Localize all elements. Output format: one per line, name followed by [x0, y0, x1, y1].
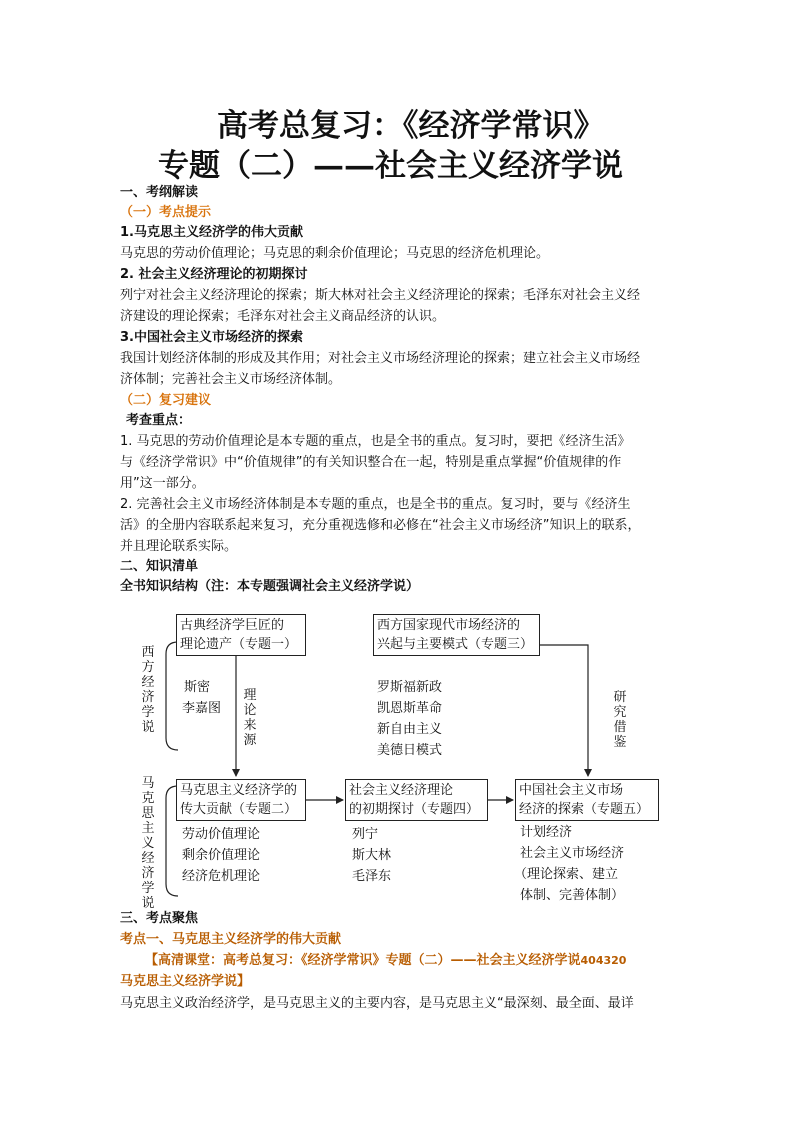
box-marxist-contribution [176, 779, 306, 821]
text-socialist-market: 社会主义市场经济 [520, 846, 625, 861]
box-socialist-theory [345, 779, 488, 821]
text-mode: 美德日模式 [377, 743, 443, 758]
paragraph-marxist-economics: 马克思主义政治经济学，是马克思主义的主要内容，是马克思主义“最深刻、最全面、最详 [120, 996, 634, 1011]
item-3-text-line-2: 济体制；完善社会主义市场经济体制。 [120, 372, 342, 387]
box-western-market [373, 614, 540, 656]
text-mao: 毛泽东 [352, 869, 392, 884]
label-theory-source: 理论来源 [243, 688, 257, 748]
text-paren-line-2: 体制、完善体制） [520, 888, 625, 903]
item-1-text: 马克思的劳动价值理论；马克思的剩余价值理论；马克思的经济危机理论。 [120, 246, 550, 261]
box-western-line-1: 西方国家现代市场经济的 [377, 618, 521, 633]
focus-2-line-2: 活》的全册内容联系起来复习，充分重视选修和必修在“社会主义市场经济”知识上的联系， [120, 518, 641, 533]
arrow-research-reference [540, 645, 588, 776]
text-ricardo: 李嘉图 [182, 701, 222, 716]
subsection-exam-points: （一）考点提示 [120, 205, 212, 220]
title-line-2: 专题（二）——社会主义经济学说 [158, 148, 623, 184]
label-western-economics: 西方经济学说 [141, 645, 155, 735]
item-2-title: 2. 社会主义经济理论的初期探讨 [120, 267, 308, 282]
focus-1-line-2: 与《经济学常识》中“价值规律”的有关知识整合在一起，特别是重点掌握“价值规律的作 [120, 455, 622, 470]
section-1-heading: 一、考纲解读 [120, 185, 199, 200]
text-paren-line-1: （理论探索、建立 [514, 867, 619, 882]
class-reference-text: 【高清课堂：高考总复习：《经济学常识》专题（二）——社会主义经济学说 [145, 953, 581, 968]
text-neoliberal: 新自由主义 [377, 722, 443, 737]
box-western-line-2: 兴起与主要模式（专题三） [377, 637, 534, 652]
class-reference-line-2: 马克思主义经济学说】 [120, 974, 251, 989]
text-labor-value: 劳动价值理论 [182, 827, 261, 842]
text-keynes: 凯恩斯革命 [377, 701, 443, 716]
item-3-text-line-1: 我国计划经济体制的形成及其作用；对社会主义市场经济理论的探索；建立社会主义市场经 [120, 351, 641, 366]
focus-label: 考查重点： [126, 413, 192, 428]
item-3-title: 3.中国社会主义市场经济的探索 [120, 330, 303, 345]
point-1-heading: 考点一、马克思主义经济学的伟大贡献 [120, 932, 342, 947]
structure-label: 全书知识结构（注：本专题强调社会主义经济学说） [120, 579, 420, 594]
bracket-western [166, 642, 178, 750]
text-stalin: 斯大林 [352, 848, 392, 863]
title-line-1: 高考总复习：《经济学常识》 [217, 108, 605, 144]
box-classic-economics [176, 614, 306, 656]
box-classic-line-1: 古典经济学巨匠的 [180, 618, 285, 633]
text-surplus-value: 剩余价值理论 [182, 848, 261, 863]
focus-1-line-3: 用”这一部分。 [120, 476, 205, 491]
class-reference-line-1 [145, 950, 626, 971]
box-china-line-1: 中国社会主义市场 [519, 783, 624, 798]
box-china-market [515, 779, 659, 821]
label-research-reference: 研究借鉴 [613, 690, 627, 750]
text-roosevelt: 罗斯福新政 [377, 680, 443, 695]
section-2-heading: 二、知识清单 [120, 559, 199, 574]
focus-2-line-1: 2. 完善社会主义市场经济体制是本专题的重点，也是全书的重点。复习时，要与《经济生 [120, 497, 631, 512]
box-marx-line-1: 马克思主义经济学的 [180, 783, 298, 798]
item-2-text-line-1: 列宁对社会主义经济理论的探索；斯大林对社会主义经济理论的探索；毛泽东对社会主义经 [120, 288, 641, 303]
box-socialist-line-1: 社会主义经济理论 [349, 783, 454, 798]
section-3-heading: 三、考点聚焦 [120, 911, 199, 926]
class-reference-id: 404320 [580, 954, 627, 967]
text-planned-economy: 计划经济 [520, 825, 573, 840]
subsection-review-advice: （二）复习建议 [120, 393, 212, 408]
text-smith: 斯密 [184, 680, 211, 695]
box-marx-line-2: 传大贡献（专题二） [180, 802, 298, 817]
label-marxist-economics: 马克思主义经济学说 [141, 776, 155, 911]
box-china-line-2: 经济的探索（专题五） [519, 802, 650, 817]
item-1-title: 1.马克思主义经济学的伟大贡献 [120, 225, 303, 240]
item-2-text-line-2: 济建设的理论探索；毛泽东对社会主义商品经济的认识。 [120, 309, 446, 324]
focus-2-line-3: 并且理论联系实际。 [120, 539, 238, 554]
box-socialist-line-2: 的初期探讨（专题四） [349, 802, 480, 817]
text-economic-crisis: 经济危机理论 [182, 869, 261, 884]
text-lenin: 列宁 [352, 827, 379, 842]
box-classic-line-2: 理论遗产（专题一） [180, 637, 298, 652]
focus-1-line-1: 1. 马克思的劳动价值理论是本专题的重点，也是全书的重点。复习时，要把《经济生活》 [120, 434, 631, 449]
